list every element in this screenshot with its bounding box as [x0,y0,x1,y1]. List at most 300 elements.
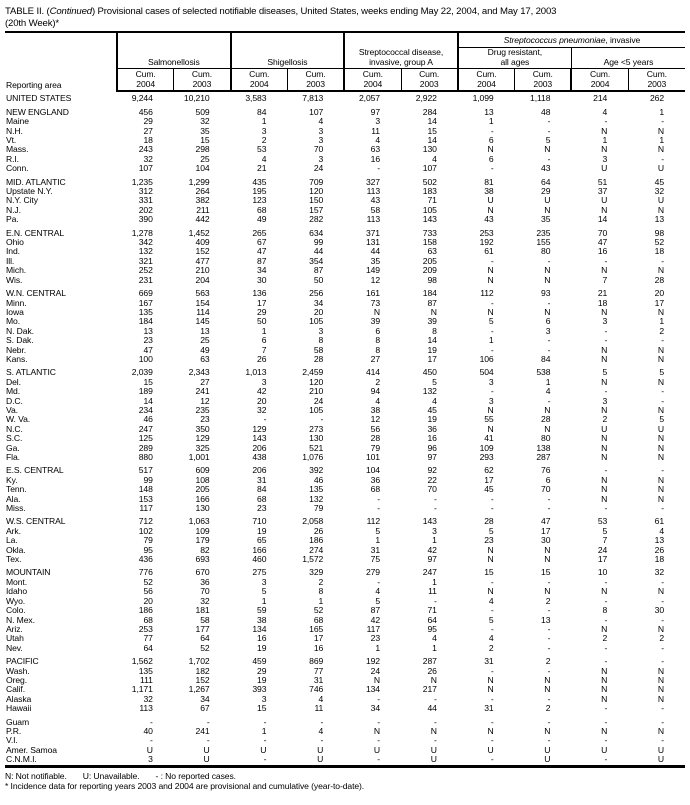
cell-value: 29 [257,665,267,676]
cell-value: 134 [252,623,267,634]
cell-value: U [657,423,665,434]
cell-value: 609 [195,465,210,476]
cell-value: 1,267 [188,684,210,695]
cell-value: 1,063 [188,516,210,527]
cell-value: 98 [654,227,665,238]
table-row [5,606,685,615]
cell-value: 6 [488,153,494,164]
cell-value: N [487,586,494,597]
table-row [5,755,685,766]
cell-value: 709 [309,176,324,187]
cell-value: 1 [545,376,551,387]
row-label: PACIFIC [6,656,39,667]
table-row [5,476,685,485]
cell-value: 2,459 [302,367,324,378]
cell-value: 28 [370,433,380,444]
cell-value: 186 [138,605,153,616]
cell-value: U [317,754,324,765]
cell-value: 2 [659,633,665,644]
row-label: Fla. [6,452,20,462]
cell-value: 105 [422,204,437,215]
cell-value: 59 [257,605,267,616]
row-label: UNITED STATES [6,92,72,103]
cell-value: 211 [196,204,210,215]
cell-value: N [601,376,608,387]
cell-value: 64 [541,176,551,187]
cell-value: 132 [309,493,324,504]
cell-value: U [544,195,551,206]
cell-value: - [661,116,665,127]
cell-value: 31 [313,674,324,685]
cell-value: 3 [375,116,380,127]
row-label: Wyo. [6,595,26,606]
cell-value: - [604,642,608,653]
cell-value: - [604,656,608,667]
cell-value: - [547,125,551,136]
footnote-dash: - : No reported cases. [155,770,236,781]
cell-value: - [661,614,665,625]
cell-value: U [601,163,608,174]
cell-value: 183 [422,186,437,197]
cell-value: 34 [370,703,380,714]
row-label: Del. [6,376,21,387]
cell-value: 82 [200,544,210,555]
cell-value: 1 [261,325,267,336]
cell-value: 37 [597,186,608,197]
strep-pneumoniae-header: Streptococcus pneumoniae, invasive [458,32,685,48]
cell-value: 15 [143,376,153,387]
cell-value: 31 [370,544,380,555]
cell-value: U [146,744,153,755]
cell-value: N [544,544,551,555]
cell-value: N [544,586,551,597]
cell-value: 107 [138,163,153,174]
cell-value: 108 [195,474,210,485]
cell-value: 8 [318,586,324,597]
cell-value: 1,299 [188,176,210,187]
cell-value: 49 [200,344,210,355]
cell-value: N [373,306,380,317]
row-label: P.R. [6,725,22,736]
cell-value: 10 [597,567,608,578]
cell-value: 3 [602,316,608,327]
cell-value: 23 [200,414,210,425]
cell-value: 51 [597,176,608,187]
cell-value: 184 [138,316,153,327]
cell-value: 15 [200,135,210,145]
cell-value: N [657,493,665,504]
row-label: S.C. [6,433,23,444]
table-row [5,495,685,504]
cell-value: - [604,116,608,127]
cell-value: 129 [195,433,210,444]
cell-value: - [547,716,551,727]
cell-value: 32 [200,595,210,606]
cell-value: 1,278 [131,227,153,238]
cell-value: 63 [427,246,437,257]
cell-value: 68 [257,493,267,504]
cell-value: 81 [484,176,494,187]
cell-value: 205 [195,484,210,495]
cell-value: 63 [200,353,210,364]
cell-value: 6 [261,335,267,346]
cell-value: 52 [654,237,665,248]
row-label: Wis. [6,274,23,285]
cell-value: 52 [143,576,153,587]
cell-value: 76 [541,465,551,476]
cell-value: 195 [252,186,267,197]
cell-value: 36 [427,423,437,434]
cell-value: - [604,255,608,266]
cell-value: 135 [309,484,324,495]
cell-value: 161 [365,288,380,299]
cell-value: 43 [370,195,380,206]
cell-value: 264 [195,186,210,197]
cell-value: 241 [195,386,210,397]
cell-value: 11 [371,125,380,136]
cell-value: - [604,716,608,727]
cell-value: U [260,744,267,755]
reporting-area-header: Reporting area [5,32,117,91]
cell-value: 28 [313,353,324,364]
cell-value: 275 [252,567,267,578]
cell-value: 1,001 [188,452,210,462]
cell-value: 3 [545,325,551,336]
cell-value: 181 [195,605,210,616]
cell-value: 44 [370,246,380,257]
cell-value: N [487,544,494,555]
cell-value: 107 [422,163,437,174]
cell-value: 2 [375,376,380,387]
cell-value: 135 [138,665,153,676]
cell-value: 11 [314,703,324,714]
row-label: Upstate N.Y. [6,186,53,197]
cell-value: N [657,404,665,415]
cell-value: 84 [257,106,267,117]
cell-value: 435 [252,176,267,187]
salmonellosis-header: Salmonellosis [117,32,231,69]
cell-value: N [657,474,665,485]
table-row [5,536,685,545]
cell-value: 1 [432,642,437,653]
cell-value: - [547,395,551,406]
cell-value: 2 [659,325,665,336]
cell-value: 157 [309,204,324,215]
footnote-legend [5,771,685,782]
cell-value: 521 [309,442,324,453]
cell-value: 53 [597,516,608,527]
row-label: Idaho [6,586,28,597]
cell-value: 19 [257,674,267,685]
cell-value: 120 [309,186,324,197]
cell-value: N [657,623,665,634]
cell-value: 19 [257,525,267,536]
cell-value: 17 [597,554,608,565]
cell-value: 2 [602,633,608,644]
cell-value: 87 [313,265,324,276]
cum-2004-header: Cum. 2004 [231,69,288,92]
cell-value: 287 [536,452,551,462]
cell-value: 23 [257,503,267,514]
row-label: Tenn. [6,484,27,495]
cell-value: N [544,265,551,276]
cell-value: 776 [138,567,153,578]
row-label: E.N. CENTRAL [6,227,65,238]
cell-value: - [547,735,551,746]
cum-2003-header: Cum. 2003 [628,69,685,92]
cell-value: N [601,586,608,597]
row-label: Ind. [6,246,20,257]
row-label: Calif. [6,684,25,695]
cell-value: 253 [138,623,153,634]
table-row [5,555,685,564]
cell-value: - [604,503,608,514]
cell-value: 2 [488,642,494,653]
cell-value: 46 [143,414,153,425]
cell-value: N [657,376,665,387]
row-label: Va. [6,404,18,415]
cell-value: N [657,353,665,364]
cell-value: 112 [366,516,380,527]
cell-value: 20 [143,595,153,606]
table-row [5,266,685,275]
cell-value: 177 [195,623,210,634]
cell-value: 669 [138,288,153,299]
table-row [5,667,685,676]
cell-value: 5 [602,367,608,378]
cell-value: N [487,144,494,155]
cell-value: 1 [602,135,608,145]
cell-value: - [377,716,380,727]
cell-value: 241 [195,725,210,736]
cell-value: 18 [654,246,665,257]
row-label: Utah [6,633,24,644]
cum-2004-header: Cum. 2004 [344,69,401,92]
cell-value: 65 [257,535,267,546]
cell-value: 287 [422,656,437,667]
footnote-star: * Incidence data for reporting years 2003 and 2004 are provisional and cumulative (year-to-date). [5,781,365,792]
cell-value: 517 [138,465,153,476]
cell-value: N [544,674,551,685]
cell-value: 19 [257,642,267,653]
cell-value: 13 [654,214,665,225]
cell-value: 4 [318,725,324,736]
table-row [5,695,685,704]
cell-value: N [601,144,608,155]
cell-value: 70 [427,484,437,495]
cell-value: 17 [484,474,494,485]
cell-value: - [490,325,494,336]
cell-value: N [601,674,608,685]
cell-value: 5 [659,414,665,425]
cell-value: 47 [143,344,153,355]
cell-value: 5 [432,376,437,387]
cell-value: 13 [200,325,210,336]
cell-value: 125 [138,433,153,444]
footnotes [5,771,685,792]
row-label: MID. ATLANTIC [6,176,66,187]
cell-value: 14 [427,135,437,145]
row-label: Pa. [6,214,19,225]
row-label: Kans. [6,353,28,364]
cell-value: 8 [602,605,608,616]
cell-value: - [661,255,665,266]
row-label: D.C. [6,395,23,406]
cell-value: 2,343 [188,367,210,378]
cell-value: 2,922 [415,93,437,104]
cell-value: U [544,744,551,755]
cell-value: 19 [427,414,437,425]
cell-value: U [373,744,380,755]
cell-value: - [661,595,665,606]
cell-value: 312 [138,186,153,197]
cell-value: N [601,404,608,415]
cell-value: 31 [484,703,494,714]
cell-value: 26 [313,525,324,536]
cell-value: 4 [432,633,437,644]
region-row [5,178,685,187]
cum-2003-header: Cum. 2003 [515,69,572,92]
table-row [5,644,685,653]
cum-2003-header: Cum. 2003 [401,69,458,92]
cell-value: N [657,204,665,215]
cell-value: 61 [654,516,665,527]
row-label: Md. [6,386,21,397]
cell-value: 46 [313,474,324,485]
cell-value: 42 [257,386,267,397]
cell-value: 880 [138,452,153,462]
cell-value: 4 [432,153,437,164]
row-label: Mass. [6,144,29,155]
cell-value: N [657,586,665,597]
table-row [5,415,685,424]
table-row [5,215,685,224]
table-row [5,704,685,713]
cell-value: 158 [422,237,437,248]
cell-value: 130 [309,433,324,444]
table-body [5,91,685,766]
cell-value: - [206,735,210,746]
row-label: Ill. [6,255,15,266]
cell-value: 273 [309,423,324,434]
cell-value: 44 [313,246,324,257]
cell-value: - [490,503,494,514]
cell-value: 3 [318,325,324,336]
cell-value: 52 [313,605,324,616]
cell-value: 45 [427,404,437,415]
cell-value: 1 [659,106,665,117]
cell-value: 52 [200,642,210,653]
cell-value: 35 [370,255,380,266]
cell-value: 24 [313,163,324,174]
cell-value: - [377,503,380,514]
table-row [5,136,685,145]
cell-value: 70 [200,586,210,597]
cell-value: 67 [200,703,210,714]
cell-value: 1,562 [131,656,153,667]
table-row [5,145,685,154]
cell-value: N [657,144,665,155]
cell-value: - [434,503,437,514]
cell-value: 393 [252,684,267,695]
table-row [5,336,685,345]
row-label: Ariz. [6,623,23,634]
cell-value: 3 [602,395,608,406]
cell-value: 2,058 [302,516,324,527]
cell-value: 16 [257,633,267,644]
cell-value: 152 [195,246,210,257]
cell-value: 371 [365,227,380,238]
cell-value: N [601,265,608,276]
row-label: N.Y. City [6,195,38,206]
cell-value: 456 [138,106,153,117]
cell-value: 148 [138,484,153,495]
cell-value: 31 [484,656,494,667]
cell-value: 36 [200,576,210,587]
row-label: Nev. [6,642,23,653]
cell-value: 3 [318,153,324,164]
cell-value: 165 [309,623,324,634]
cell-value: - [604,735,608,746]
row-label: Wash. [6,665,30,676]
cell-value: 12 [370,414,380,425]
cell-value: 26 [427,665,437,676]
cell-value: 19 [427,344,437,355]
cell-value: N [657,484,665,495]
cell-value: 29 [541,186,551,197]
cell-value: 13 [654,535,665,546]
cell-value: 23 [370,633,380,644]
cell-value: 14 [427,335,437,346]
cell-value: 56 [143,586,153,597]
cell-value: 5 [261,586,267,597]
cell-value: 634 [309,227,324,238]
cell-value: - [263,414,267,425]
footnote-u: U: Unavailable. [82,770,140,781]
cell-value: 49 [257,214,267,225]
footnote-n: N: Not notifiable. [5,770,67,781]
cell-value: 289 [138,442,153,453]
cell-value: 50 [313,274,324,285]
cell-value: U [657,163,665,174]
cell-value: 25 [200,335,210,346]
table-row [5,308,685,317]
cell-value: N [487,423,494,434]
row-label: Amer. Samoa [6,744,57,755]
cell-value: 21 [257,163,267,174]
cell-value: - [263,716,267,727]
cell-value: 3 [261,576,267,587]
table-row [5,164,685,173]
cell-value: 95 [427,623,437,634]
cell-value: 2 [318,576,324,587]
cell-value: 733 [422,227,437,238]
cell-value: 8 [375,344,380,355]
cell-value: 23 [143,335,153,346]
cell-value: - [490,665,494,676]
cell-value: 1,452 [188,227,210,238]
cell-value: N [544,554,551,565]
cell-value: 3 [261,693,267,704]
row-label: MOUNTAIN [6,567,51,578]
cell-value: - [490,493,494,504]
cell-value: 2 [602,414,608,425]
cell-value: 1,118 [530,93,551,104]
cell-value: 61 [484,246,494,257]
cell-value: 1 [432,535,437,546]
cell-value: N [601,452,608,462]
row-label: N.J. [6,204,21,215]
